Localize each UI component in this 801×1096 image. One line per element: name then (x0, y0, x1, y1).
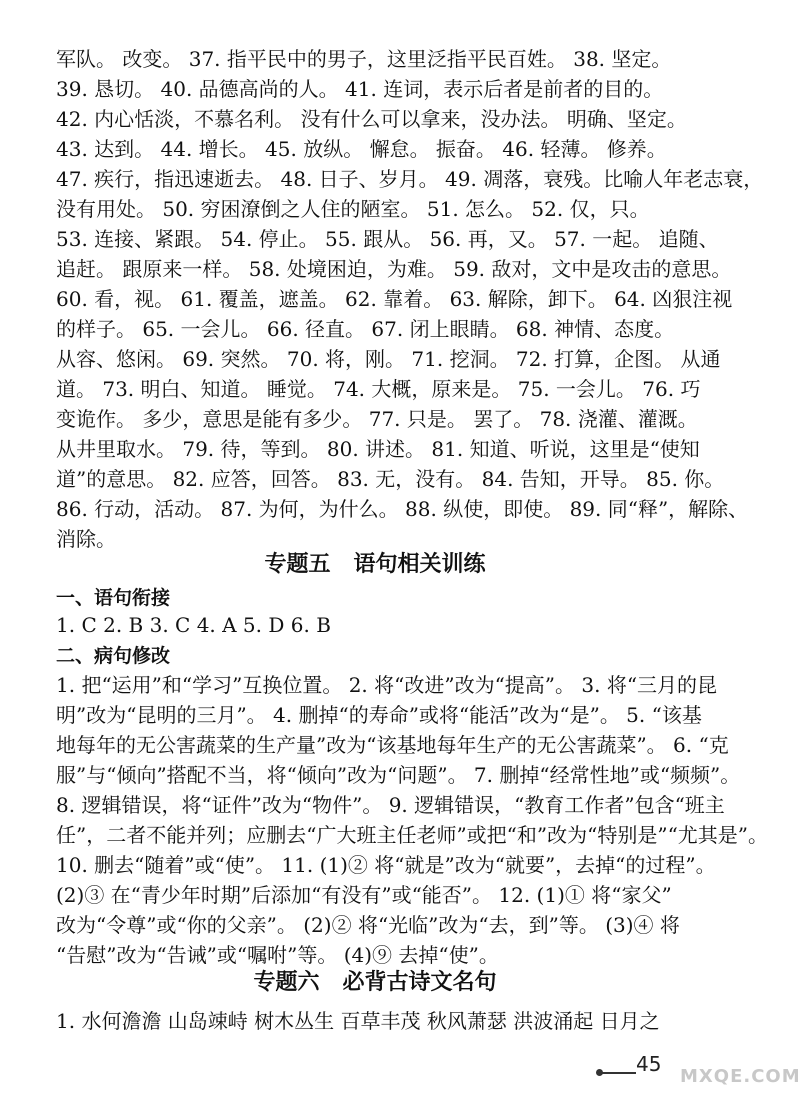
answer-line-4: 43. 达到。 44. 增长。 45. 放纵。 懈怠。 振奋。 46. 轻薄。 修养。 (56, 137, 667, 161)
correction-line-10: “告慰”改为“告诫”或“嘱咐”等。 (4)⑨ 去掉“使”。 (56, 943, 499, 967)
answer-line-9: 60. 看，视。 61. 覆盖，遮盖。 62. 靠着。 63. 解除，卸下。 64. 凶狠注视 (56, 287, 733, 311)
correction-line-5: 8. 逻辑错误，将“证件”改为“物件”。 9. 逻辑错误，“教育工作者”包含“班主 (56, 793, 725, 817)
answer-line-13: 变诡作。 多少，意思是能有多少。 77. 只是。 罢了。 78. 浇灌、灌溉。 (56, 407, 698, 431)
correction-line-7: 10. 删去“随着”或“使”。 11. (1)② 将“就是”改为“就要”，去掉“的过程”。 (56, 853, 716, 877)
sentence-linking-title: 一、语句衔接 (56, 587, 171, 609)
answer-line-11: 从容、悠闲。 69. 突然。 70. 将，刚。 71. 挖洞。 72. 打算，企图。 从通 (56, 347, 721, 371)
poetry-line-1: 1. 水何澹澹 山岛竦峙 树木丛生 百草丰茂 秋风萧瑟 洪波涌起 日月之 (56, 1009, 660, 1033)
answer-line-12: 道。 73. 明白、知道。 睡觉。 74. 大概，原来是。 75. 一会儿。 76. 巧 (56, 377, 701, 401)
correction-line-9: 改为“令尊”或“你的父亲”。 (2)② 将“光临”改为“去，到”等。 (3)④ 将 (56, 913, 680, 937)
footer-rule (600, 1072, 636, 1074)
page-footer (600, 1052, 801, 1092)
correction-line-1: 1. 把“运用”和“学习”互换位置。 2. 将“改进”改为“提高”。 3. 将“三月的昆 (56, 673, 718, 697)
sentence-linking-answers: 1. C 2. B 3. C 4. A 5. D 6. B (56, 613, 331, 637)
answer-line-2: 39. 恳切。 40. 品德高尚的人。 41. 连词，表示后者是前者的目的。 (56, 77, 664, 101)
answer-line-7: 53. 连接、紧跟。 54. 停止。 55. 跟从。 56. 再，又。 57. 一起。 追随、 (56, 227, 719, 251)
correction-line-2: 明”改为“昆明的三月”。 4. 删掉“的寿命”或将“能活”改为“是”。 5. “该基 (56, 703, 702, 727)
correction-line-6: 任”，二者不能并列；应删去“广大班主任老师”或把“和”改为“特别是”“尤其是”。 (56, 823, 769, 847)
answer-line-8: 追赶。 跟原来一样。 58. 处境困迫，为难。 59. 敌对，文中是攻击的意思。 (56, 257, 732, 281)
section-five-title: 专题五 语句相关训练 (264, 552, 486, 577)
watermark-text: MXQE.COM (680, 1066, 801, 1087)
correction-line-4: 服”与“倾向”搭配不当，将“倾向”改为“问题”。 7. 删掉“经常性地”或“频频”。 (56, 763, 741, 787)
answer-line-3: 42. 内心恬淡，不慕名利。 没有什么可以拿来，没办法。 明确、坚定。 (56, 107, 687, 131)
answer-line-6: 没有用处。 50. 穷困潦倒之人住的陋室。 51. 怎么。 52. 仅，只。 (56, 197, 650, 221)
correction-line-8: (2)③ 在“青少年时期”后添加“有没有”或“能否”。 12. (1)① 将“家父” (56, 883, 672, 907)
answer-line-5: 47. 疾行，指迅速逝去。 48. 日子、岁月。 49. 凋落，衰残。比喻人年老志衰， (56, 167, 764, 191)
answer-line-14: 从井里取水。 79. 待，等到。 80. 讲述。 81. 知道、听说，这里是“使知 (56, 437, 700, 461)
section-six-title: 专题六 必背古诗文名句 (253, 970, 497, 995)
page-number: 45 (636, 1052, 662, 1076)
answer-line-17: 消除。 (56, 527, 116, 551)
sentence-correction-title: 二、病句修改 (56, 645, 171, 667)
answer-line-1: 军队。 改变。 37. 指平民中的男子，这里泛指平民百姓。 38. 坚定。 (56, 47, 672, 71)
answer-line-15: 道”的意思。 82. 应答，回答。 83. 无，没有。 84. 告知，开导。 85. 你。 (56, 467, 725, 491)
answer-line-16: 86. 行动，活动。 87. 为何，为什么。 88. 纵使，即使。 89. 同“释”，解除、 (56, 497, 749, 521)
answer-line-10: 的样子。 65. 一会儿。 66. 径直。 67. 闭上眼睛。 68. 神情、态度。 (56, 317, 675, 341)
correction-line-3: 地每年的无公害蔬菜的生产量”改为“该基地每年生产的无公害蔬菜”。 6. “克 (56, 733, 729, 757)
